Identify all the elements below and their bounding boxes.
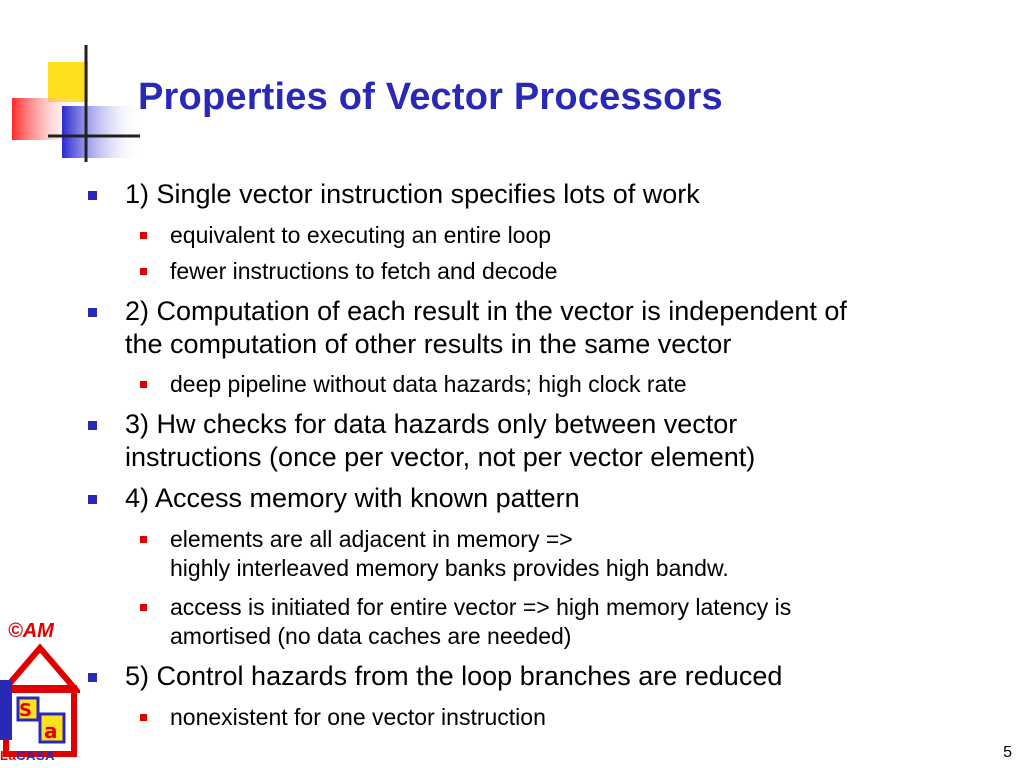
logo-name (0, 748, 55, 763)
bullet-marker (88, 191, 97, 200)
bullet-marker (88, 421, 97, 430)
bullet-3-text-line1: 3) Hw checks for data hazards only between vector (125, 409, 738, 439)
bullet-1-sub-1: equivalent to executing an entire loop (170, 222, 552, 248)
bullet-3-text-line2: instructions (once per vector, not per vector element) (125, 442, 756, 472)
page-number: 5 (1003, 744, 1012, 761)
slide-title: Properties of Vector Processors (138, 76, 723, 118)
bullet-marker (88, 673, 97, 682)
bullet-marker (88, 308, 97, 317)
sub-bullet-marker (140, 381, 147, 388)
sub-bullet-marker (140, 604, 147, 611)
bullet-1-text: 1) Single vector instruction specifies lots of work (125, 179, 700, 209)
logo-copyright: ©AM (8, 620, 54, 642)
bullet-4-sub-2-line2: amortised (no data caches are needed) (170, 623, 572, 649)
svg-text:S: S (19, 700, 32, 721)
logo-name-suffix: CASA (16, 748, 56, 763)
bullet-4-sub-1-line2: highly interleaved memory banks provides high bandw. (170, 555, 729, 581)
sub-bullet-marker (140, 268, 147, 275)
bullet-4-sub-2-line1: access is initiated for entire vector => high memory latency is (170, 594, 792, 620)
bullet-marker (88, 495, 97, 504)
sub-bullet-marker (140, 232, 147, 239)
bullet-4-sub-1-line1: elements are all adjacent in memory => (170, 526, 573, 552)
bullet-4-text: 4) Access memory with known pattern (125, 483, 580, 513)
bullet-2-sub-1: deep pipeline without data hazards; high clock rate (170, 371, 687, 397)
bullet-5-text: 5) Control hazards from the loop branches are reduced (125, 661, 783, 691)
sub-bullet-marker (140, 536, 147, 543)
bullet-2-text-line1: 2) Computation of each result in the vector is independent of (125, 296, 847, 326)
svg-text:a: a (44, 719, 58, 743)
bullet-5-sub-1: nonexistent for one vector instruction (170, 704, 546, 730)
lacasa-logo-icon (0, 618, 80, 768)
logo-name-prefix: La (0, 748, 17, 763)
bullet-1-sub-2: fewer instructions to fetch and decode (170, 258, 558, 284)
sub-bullet-marker (140, 714, 147, 721)
bullet-2-text-line2: the computation of other results in the same vector (125, 329, 732, 359)
